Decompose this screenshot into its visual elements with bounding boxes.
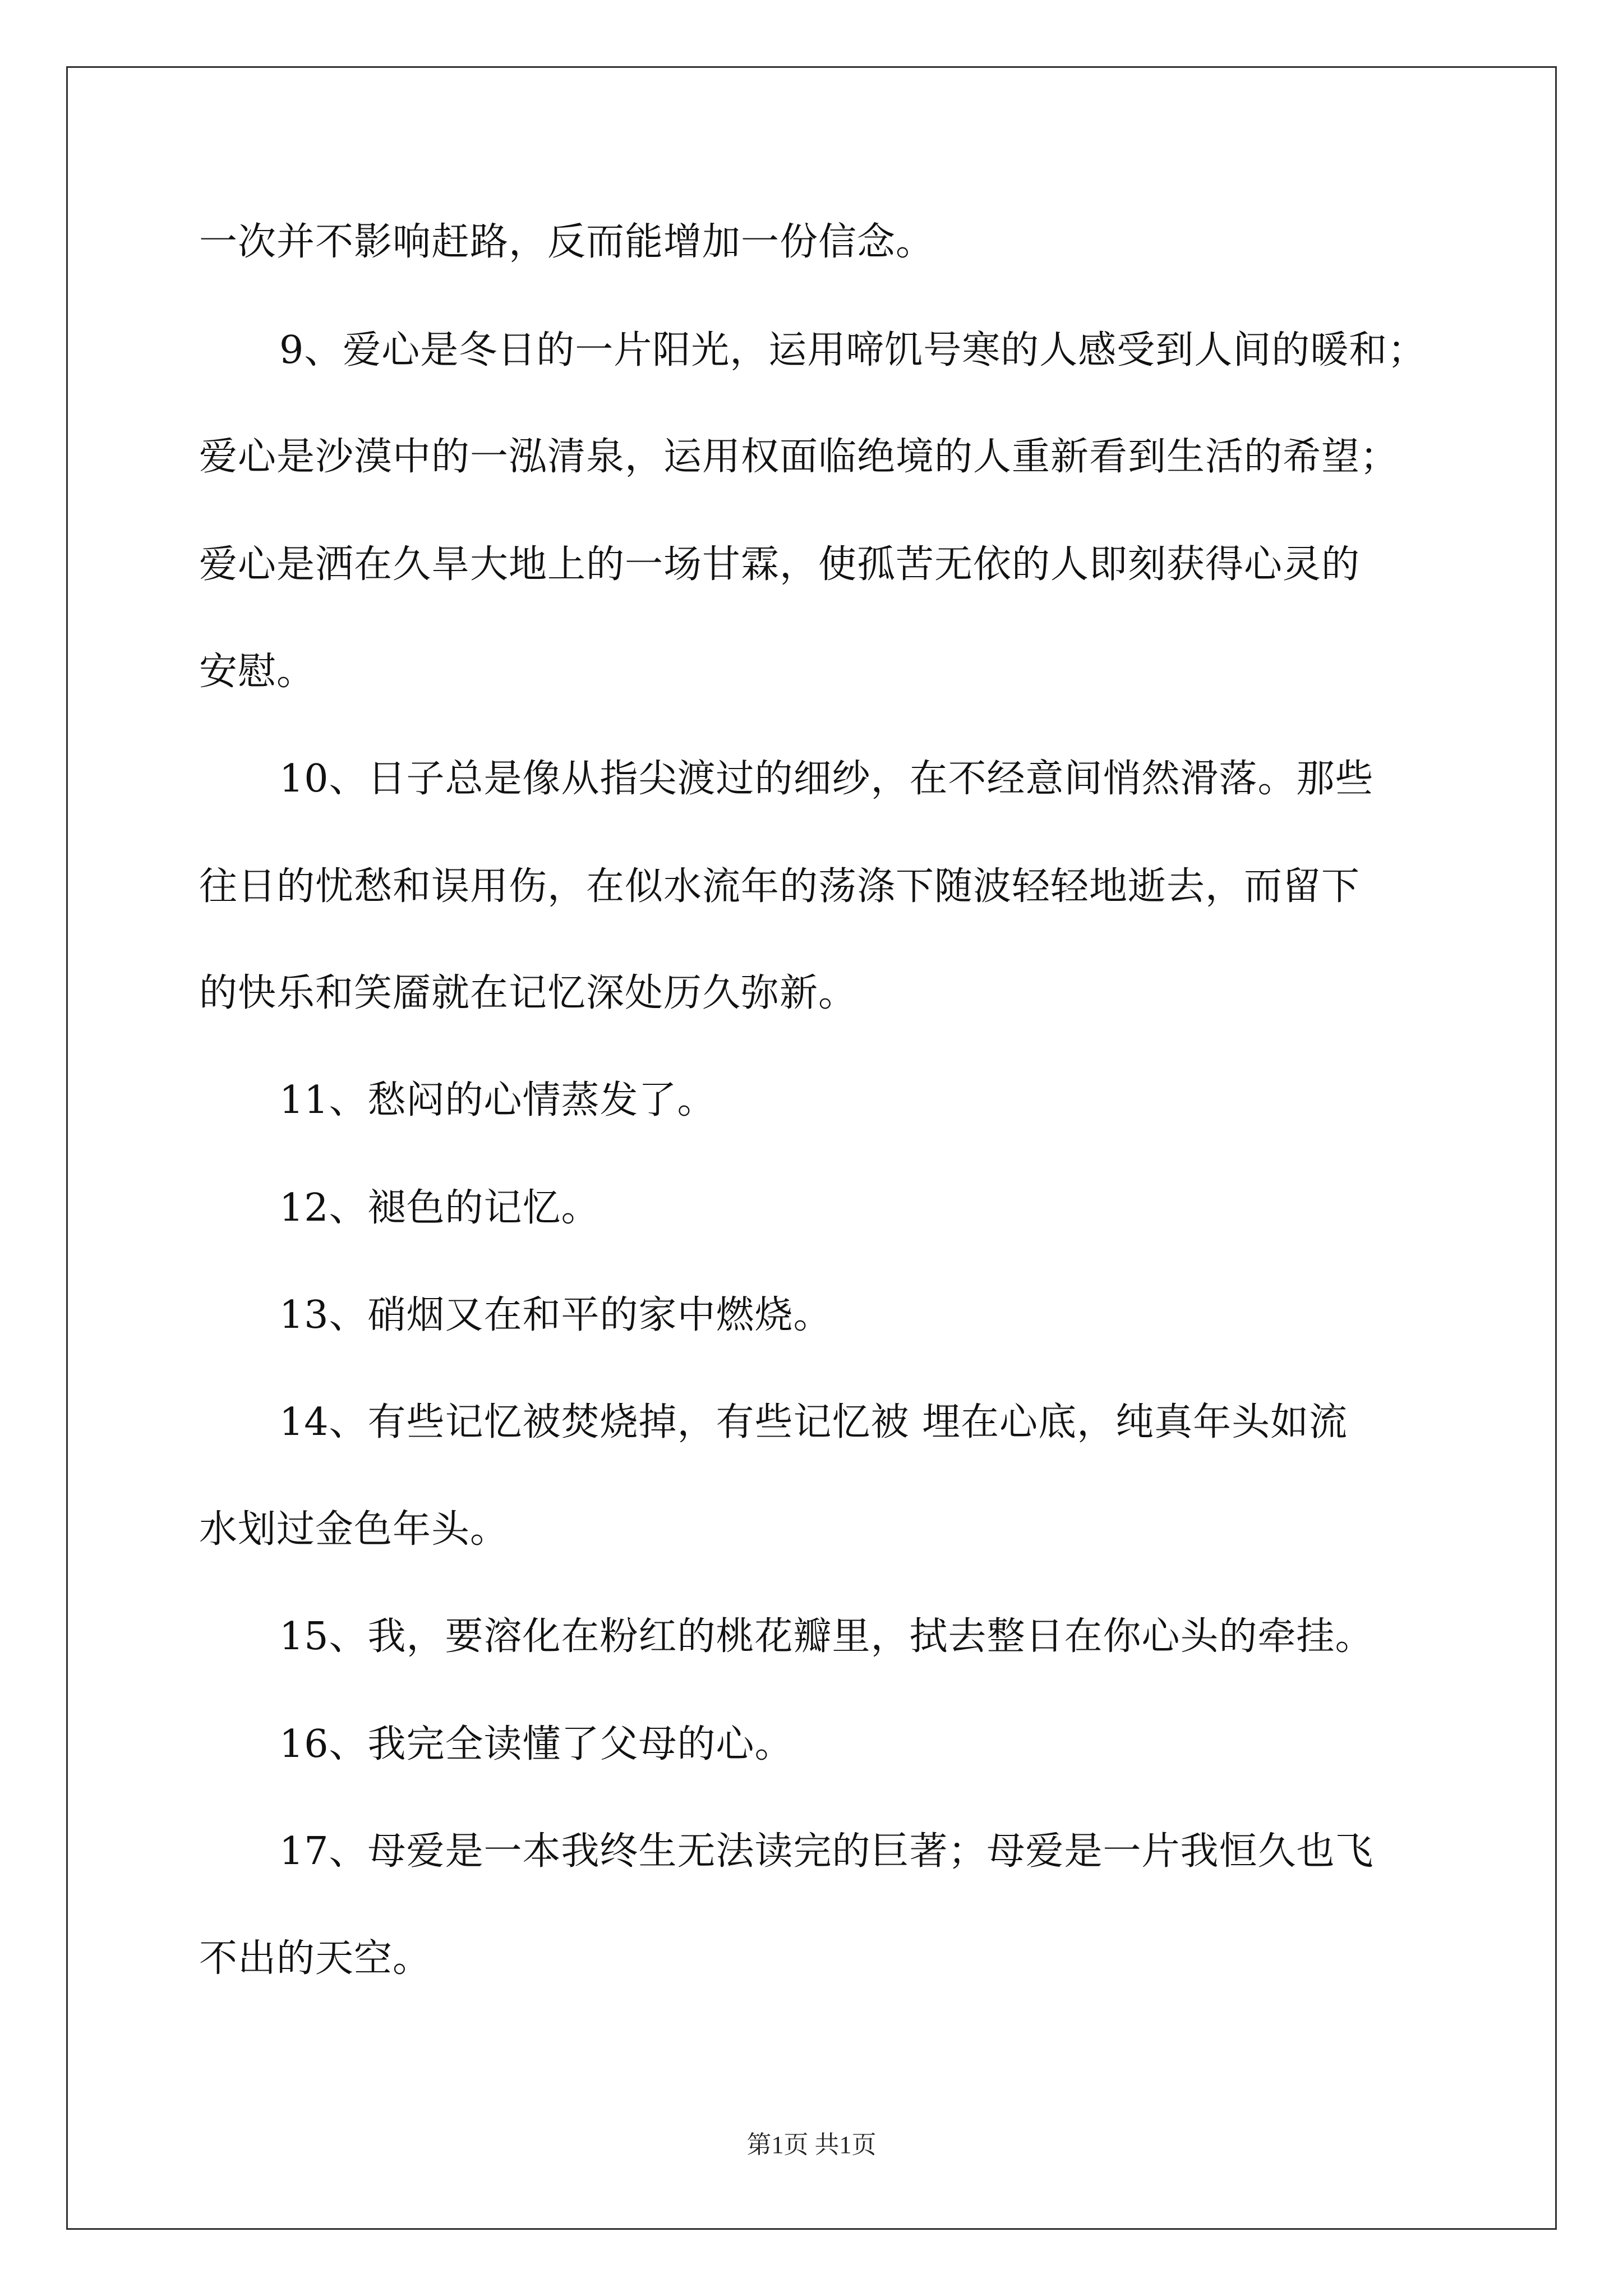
- paragraph-16: 16、我完全读懂了父母的心。: [279, 1722, 794, 1766]
- paragraph-10-line-2: 往日的忧愁和误用伤，在似水流年的荡涤下随波轻轻地逝去，而留下: [199, 864, 1361, 909]
- text-line: 一次并不影响赶路，反而能增加一份信念。: [199, 220, 935, 264]
- paragraph-12: 12、褪色的记忆。: [279, 1186, 600, 1230]
- paragraph-10-line-1: 10、日子总是像从指尖渡过的细纱，在不经意间悄然滑落。那些: [279, 757, 1374, 801]
- paragraph-13: 13、硝烟又在和平的家中燃烧。: [279, 1293, 832, 1337]
- paragraph-15: 15、我，要溶化在粉红的桃花瓣里，拭去整日在你心头的牵挂。: [279, 1614, 1374, 1659]
- paragraph-11: 11、愁闷的心情蒸发了。: [279, 1078, 716, 1122]
- paragraph-9-line-2: 爱心是沙漠中的一泓清泉，运用权面临绝境的人重新看到生活的希望；: [199, 435, 1399, 479]
- paragraph-9-line-4: 安慰。: [199, 650, 316, 694]
- paragraph-17-line-1: 17、母爱是一本我终生无法读完的巨著；母爱是一片我恒久也飞: [279, 1829, 1374, 1874]
- paragraph-17-line-2: 不出的天空。: [199, 1936, 432, 1981]
- paragraph-14-line-2: 水划过金色年头。: [199, 1507, 509, 1552]
- paragraph-10-line-3: 的快乐和笑靥就在记忆深处历久弥新。: [199, 971, 857, 1015]
- paragraph-9-line-3: 爱心是洒在久旱大地上的一场甘霖，使孤苦无依的人即刻获得心灵的: [199, 542, 1361, 587]
- page-footer: 第1页 共1页: [746, 2131, 877, 2159]
- paragraph-14-line-1: 14、有些记忆被焚烧掉，有些记忆被 埋在心底，纯真年头如流: [279, 1400, 1348, 1444]
- paragraph-9-line-1: 9、爱心是冬日的一片阳光，运用啼饥号寒的人感受到人间的暖和；: [279, 328, 1427, 372]
- page-border: [66, 66, 1557, 2230]
